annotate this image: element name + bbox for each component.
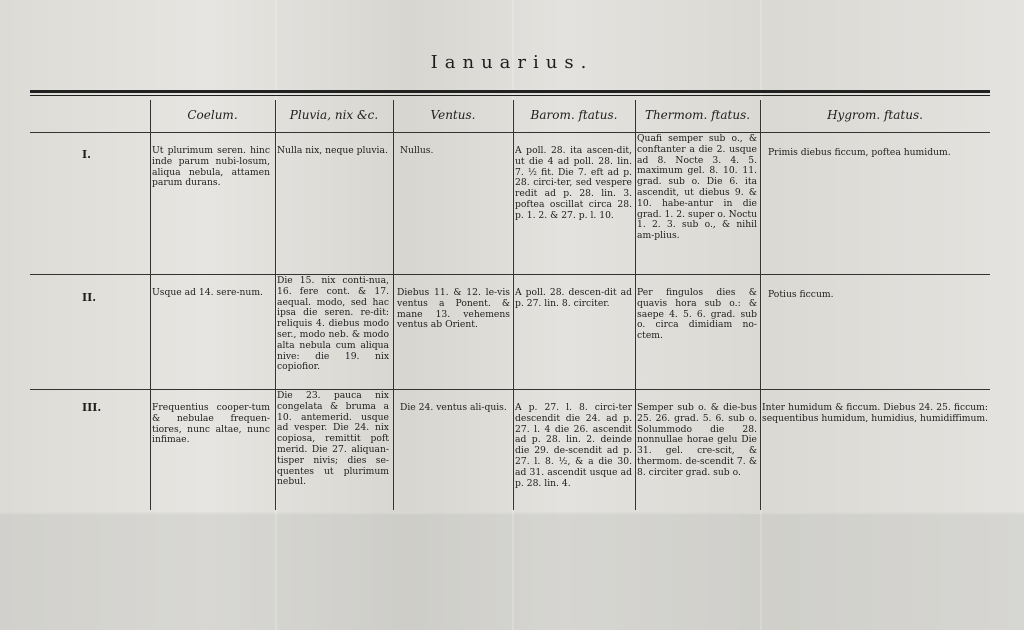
cell-ventus: Die 24. ventus ali-quis.: [400, 403, 507, 413]
row-number: II.: [82, 291, 97, 304]
cell-thermom: Per fingulos dies & quavis hora sub o.: & saepe 4. 5. 6. grad. sub o. circa dimidiam no-ctem.: [637, 288, 757, 342]
header-ventus: Ventus.: [430, 108, 476, 122]
cell-hygrom: Inter humidum & ficcum. Diebus 24. 25. ficcum: sequentibus humidum, humidius, humidiffimum.: [762, 403, 988, 424]
top-double-rule: [30, 90, 990, 93]
top-rule-thin: [30, 95, 990, 96]
row-number: I.: [82, 148, 91, 161]
cell-coelum: Frequentius cooper-tum & nebulae frequen-tiores, nunc altae, nunc infimae.: [152, 403, 270, 446]
row-divider: [30, 389, 990, 390]
cell-barom: A poll. 28. descen-dit ad p. 27. lin. 8. circiter.: [515, 288, 632, 309]
cell-coelum: Usque ad 14. sere-num.: [152, 288, 263, 298]
header-thermom: Thermom. ftatus.: [644, 108, 751, 122]
header-coelum: Coelum.: [187, 108, 238, 122]
column-header-row: [150, 100, 990, 130]
column-divider: [393, 100, 394, 510]
column-divider: [150, 100, 151, 510]
row-number: III.: [82, 401, 102, 414]
cell-barom: A p. 27. l. 8. circi-ter descendit die 24. ad p. 27. l. 4 die 26. ascendit ad p. 28. lin. 2. deinde die 29. de-scendit ad p. 27. l. 8. ½, & a die 30. ad 31. ascendit usque ad p. 28. lin. 4.: [515, 403, 632, 489]
header-pluvia: Pluvia, nix &c.: [289, 108, 379, 122]
row-divider: [30, 274, 990, 275]
column-divider: [760, 100, 761, 510]
cell-thermom: Semper sub o. & die-bus 25. 26. grad. 5. 6. sub o. Solummodo die 28. nonnullae horae gelu Die 31. gel. cre-scit, & thermom. de-scendit 7. & 8. circiter grad. sub o.: [637, 403, 757, 478]
page-title: Ianuarius.: [430, 52, 594, 73]
fold-line: [0, 512, 1024, 514]
cell-pluvia: Die 15. nix conti-nua, 16. fere cont. & 17. aequal. modo, sed hac ipsa die seren. re-dit: reliquis 4. diebus modo ser., modo neb. & modo alta nebula cum aliqua nive: die 19. nix copiofior.: [277, 276, 389, 373]
column-divider: [635, 100, 636, 510]
cell-ventus: Nullus.: [400, 146, 434, 156]
cell-ventus: Diebus 11. & 12. le-vis ventus a Ponent. & mane 13. vehemens ventus ab Orient.: [397, 288, 510, 331]
cell-thermom: Quafi semper sub o., & conftanter a die 2. usque ad 8. Nocte 3. 4. 5. maximum gel. 8. 10. 11. grad. sub o. Die 6. ita ascendit, ut diebus 9. & 10. habe-antur in die grad. 1. 2. super o. Noctu 1. 2. 3. sub o., & nihil am-plius.: [637, 134, 757, 242]
header-hygrom: Hygrom. ftatus.: [827, 108, 923, 122]
cell-hygrom: Potius ficcum.: [768, 290, 834, 300]
cell-coelum: Ut plurimum seren. hinc inde parum nubi-losum, aliqua nebula, attamen parum durans.: [152, 146, 270, 189]
header-bottom-rule: [30, 132, 990, 133]
column-divider: [513, 100, 514, 510]
cell-pluvia: Nulla nix, neque pluvia.: [277, 146, 388, 156]
column-divider: [275, 100, 276, 510]
header-barom: Barom. ftatus.: [530, 108, 618, 122]
cell-pluvia: Die 23. pauca nix congelata & bruma a 10. antemerid. usque ad vesper. Die 24. nix copiosa, remittit poft merid. Die 27. aliquan-tisper nivis; dies se-quentes ut plurimum nebul.: [277, 391, 389, 488]
cell-hygrom: Primis diebus ficcum, poftea humidum.: [768, 148, 951, 158]
cell-barom: A poll. 28. ita ascen-dit, ut die 4 ad poll. 28. lin. 7. ½ fit. Die 7. eft ad p. 28. circi-ter, sed vespere redit ad p. 28. lin. 3. poftea oscillat circa 28. p. 1. 2. & 27. p. l. 10.: [515, 146, 632, 221]
